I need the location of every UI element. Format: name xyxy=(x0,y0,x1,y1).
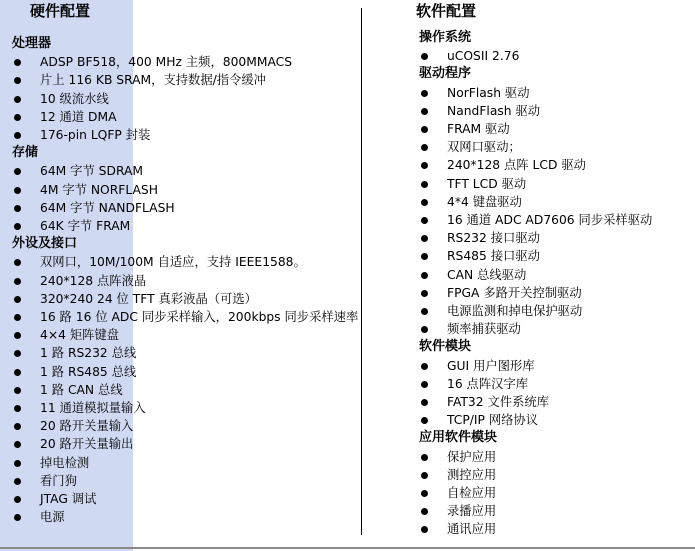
list-item-text: 4×4 矩阵键盘 xyxy=(40,328,120,343)
list-item-text: FAT32 文件系统库 xyxy=(447,395,549,410)
list-item-text: GUI 用户图形库 xyxy=(447,358,535,373)
bullet-icon xyxy=(14,77,21,84)
list-item-text: 20 路开关量输出 xyxy=(40,437,134,452)
list-item-text: 64K 字节 FRAM xyxy=(40,219,131,233)
bullet-icon xyxy=(14,496,21,503)
list-item-text: TFT LCD 驱动 xyxy=(447,176,527,191)
section-title: 软件模块 xyxy=(419,339,472,355)
bullet-icon xyxy=(421,53,428,60)
list-item-text: 20 路开关量输入 xyxy=(40,419,134,434)
bullet-icon xyxy=(421,144,428,151)
software-list xyxy=(419,29,689,539)
section-title: 应用软件模块 xyxy=(419,430,498,446)
list-item xyxy=(419,502,689,520)
list-item-text: FRAM 驱动 xyxy=(447,121,510,136)
list-item-text: 240*128 点阵 LCD 驱动 xyxy=(447,158,586,173)
bullet-icon xyxy=(14,441,21,448)
list-item xyxy=(419,393,689,411)
list-item xyxy=(12,199,362,217)
list-item-text: 看门狗 xyxy=(40,473,77,488)
bullet-icon xyxy=(421,90,428,97)
hardware-list xyxy=(12,35,362,526)
bullet-icon xyxy=(421,381,428,388)
list-item xyxy=(12,162,362,180)
section-title: 外设及接口 xyxy=(12,236,78,252)
bullet-icon xyxy=(421,363,428,370)
list-item-text: RS485 接口驱动 xyxy=(447,249,540,264)
bullet-icon xyxy=(14,259,21,266)
list-item xyxy=(419,302,689,320)
bullet-icon xyxy=(14,96,21,103)
bullet-icon xyxy=(421,126,428,133)
list-item-text: 录播应用 xyxy=(447,504,497,519)
list-item xyxy=(12,272,362,290)
bullet-icon xyxy=(14,114,21,121)
bullet-icon xyxy=(14,187,21,194)
bullet-icon xyxy=(14,223,21,230)
list-item xyxy=(12,290,362,308)
list-item xyxy=(12,363,362,381)
list-item-text: ADSP BF518，400 MHz 主频，800MMACS xyxy=(40,55,293,70)
list-item-text: CAN 总线驱动 xyxy=(447,267,527,282)
list-item xyxy=(419,156,689,174)
bullet-icon xyxy=(14,205,21,212)
list-item xyxy=(419,47,689,65)
list-item-text: 320*240 24 位 TFT 真彩液晶（可选） xyxy=(40,291,257,306)
list-item xyxy=(12,326,362,344)
list-item xyxy=(419,138,689,156)
bullet-icon xyxy=(14,314,21,321)
bullet-icon xyxy=(421,253,428,260)
list-item-text: 4*4 键盘驱动 xyxy=(447,194,522,209)
list-item-text: NorFlash 驱动 xyxy=(447,85,530,100)
list-item xyxy=(419,120,689,138)
list-item xyxy=(12,472,362,490)
list-item-text: 保护应用 xyxy=(447,449,497,464)
list-item-text: RS232 接口驱动 xyxy=(447,231,540,246)
list-item-text: 双网口，10M/100M 自适应，支持 IEEE1588。 xyxy=(40,255,306,270)
list-item xyxy=(12,71,362,89)
list-item-text: 掉电检测 xyxy=(40,455,90,470)
list-item xyxy=(12,399,362,417)
list-item xyxy=(419,175,689,193)
list-item-text: 片上 116 KB SRAM，支持数据/指令缓冲 xyxy=(40,73,266,88)
bullet-icon xyxy=(421,454,428,461)
list-item xyxy=(12,508,362,526)
list-item-text: 自检应用 xyxy=(447,486,497,501)
list-item xyxy=(12,53,362,71)
list-item xyxy=(12,217,362,235)
bullet-icon xyxy=(14,59,21,66)
list-item xyxy=(419,520,689,538)
list-item-text: 16 点阵汉字库 xyxy=(447,376,529,391)
list-item xyxy=(419,357,689,375)
bullet-icon xyxy=(14,168,21,175)
bullet-icon xyxy=(421,162,428,169)
list-item xyxy=(419,411,689,429)
list-item xyxy=(12,181,362,199)
list-item xyxy=(419,102,689,120)
list-item-text: JTAG 调试 xyxy=(40,492,97,507)
bullet-icon xyxy=(14,387,21,394)
list-item-text: 176-pin LQFP 封装 xyxy=(40,128,151,142)
bullet-icon xyxy=(421,399,428,406)
list-item xyxy=(419,84,689,102)
bullet-icon xyxy=(14,332,21,339)
bullet-icon xyxy=(421,417,428,424)
list-item xyxy=(419,448,689,466)
list-item xyxy=(12,253,362,271)
list-item xyxy=(12,490,362,508)
list-item xyxy=(419,484,689,502)
list-item xyxy=(12,308,362,326)
list-item-text: 64M 字节 NANDFLASH xyxy=(40,200,175,215)
list-item-text: 1 路 RS485 总线 xyxy=(40,364,137,379)
list-item-text: 16 通道 ADC AD7606 同步采样驱动 xyxy=(447,213,653,227)
list-item xyxy=(12,417,362,435)
list-item xyxy=(419,375,689,393)
bullet-icon xyxy=(421,526,428,533)
list-item-text: 1 路 RS232 总线 xyxy=(40,346,137,361)
list-item xyxy=(12,126,362,144)
list-item xyxy=(419,193,689,211)
list-item-text: FPGA 多路开关控制驱动 xyxy=(447,285,582,300)
list-item-text: 12 通道 DMA xyxy=(40,109,117,124)
bullet-icon xyxy=(14,478,21,485)
list-item xyxy=(419,466,689,484)
list-item-text: 10 级流水线 xyxy=(40,91,109,106)
section-title: 驱动程序 xyxy=(419,66,472,82)
bullet-icon xyxy=(14,132,21,139)
bullet-icon xyxy=(421,181,428,188)
section-title: 操作系统 xyxy=(419,30,472,45)
bullet-icon xyxy=(14,405,21,412)
bullet-icon xyxy=(421,235,428,242)
bullet-icon xyxy=(14,296,21,303)
list-item xyxy=(12,344,362,362)
bullet-icon xyxy=(421,108,428,115)
list-item xyxy=(419,247,689,265)
bullet-icon xyxy=(421,308,428,315)
list-item xyxy=(12,381,362,399)
list-item xyxy=(419,211,689,229)
bullet-icon xyxy=(421,217,428,224)
bullet-icon xyxy=(421,472,428,479)
list-item xyxy=(12,435,362,453)
section-title: 存储 xyxy=(12,145,39,161)
bullet-icon xyxy=(14,369,21,376)
bullet-icon xyxy=(421,326,428,333)
list-item-text: 电源监测和掉电保护驱动 xyxy=(447,304,583,319)
list-item xyxy=(12,108,362,126)
list-item xyxy=(12,454,362,472)
bullet-icon xyxy=(14,278,21,285)
list-item xyxy=(419,266,689,284)
list-item-text: NandFlash 驱动 xyxy=(447,103,541,118)
bullet-icon xyxy=(14,423,21,430)
bullet-icon xyxy=(421,490,428,497)
list-item-text: 64M 字节 SDRAM xyxy=(40,164,144,179)
bullet-icon xyxy=(14,514,21,521)
list-item-text: 1 路 CAN 总线 xyxy=(40,382,123,397)
list-item xyxy=(12,90,362,108)
list-item xyxy=(419,229,689,247)
bottom-rule xyxy=(0,547,695,549)
list-item-text: 11 通道模拟量输入 xyxy=(40,401,146,416)
bullet-icon xyxy=(421,272,428,279)
list-item-text: uCOSII 2.76 xyxy=(447,49,520,64)
list-item-text: 240*128 点阵液晶 xyxy=(40,273,147,288)
hardware-title: 硬件配置 xyxy=(30,2,91,20)
bullet-icon xyxy=(14,460,21,467)
bullet-icon xyxy=(421,199,428,206)
bullet-icon xyxy=(421,508,428,515)
bullet-icon xyxy=(14,350,21,357)
software-title: 软件配置 xyxy=(416,2,477,20)
list-item-text: 频率捕获驱动 xyxy=(447,322,521,337)
list-item-text: 4M 字节 NORFLASH xyxy=(40,182,158,197)
section-title: 处理器 xyxy=(12,36,52,51)
list-item-text: 测控应用 xyxy=(447,467,497,482)
list-item-text: 通讯应用 xyxy=(447,522,497,537)
list-item-text: 电源 xyxy=(40,510,65,525)
list-item xyxy=(419,320,689,338)
list-item-text: 16 路 16 位 ADC 同步采样输入，200kbps 同步采样速率 xyxy=(40,310,359,324)
list-item-text: 双网口驱动； xyxy=(447,140,521,155)
bullet-icon xyxy=(421,290,428,297)
list-item xyxy=(419,284,689,302)
list-item-text: TCP/IP 网络协议 xyxy=(447,413,539,428)
